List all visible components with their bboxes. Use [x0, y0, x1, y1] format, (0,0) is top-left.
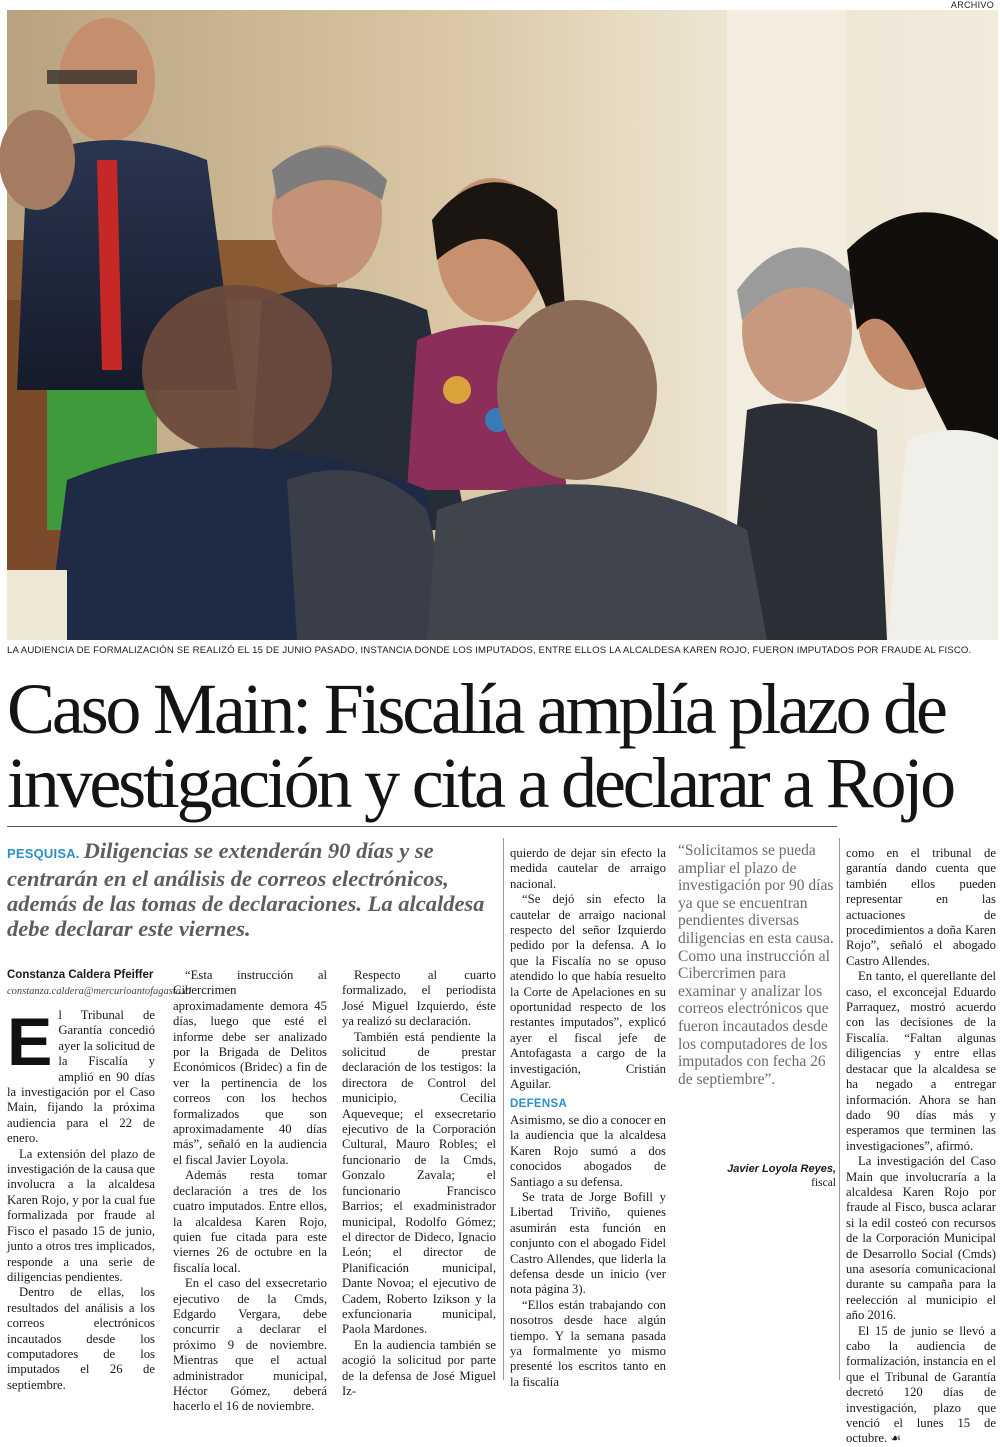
courtroom-photo-illustration [7, 10, 998, 640]
photo-caption: LA AUDIENCIA DE FORMALIZACIÓN SE REALIZÓ EL 15 DE JUNIO PASADO, INSTANCIA DONDE LOS IMPUTADOS, ENTRE ELLOS LA ALCALDESA KAREN ROJO, FUERON IMPUTADOS POR FRAUDE AL FISCO. [7, 645, 972, 656]
section-subhead: DEFENSA [510, 1097, 568, 1110]
paragraph: En la audiencia también se acogió la solicitud por parte de la defensa de José Miguel Iz- [342, 1337, 496, 1398]
drop-cap: E [7, 1004, 53, 1080]
paragraph: Respecto al cuarto formalizado, el periodista José Miguel Izquierdo, éste ya realizó su declaración. [342, 968, 496, 1029]
hearing-photo [7, 10, 998, 640]
headline [7, 669, 997, 823]
paragraph-text: El 15 de junio se llevó a cabo la audiencia de formalización, instancia en el que el Tribunal de Garantía decretó 120 días de investigación, plazo que venció el lunes 15 de octubre. [846, 1323, 996, 1446]
column-divider [839, 838, 840, 1380]
paragraph: En tanto, el querellante del caso, el exconcejal Eduardo Parraquez, mostró acuerdo con las decisiones de la Fiscalía. “Faltan algunas diligencias y entre ellas destacar que la alcaldesa se ha negado a entregar información. Ahora se han dado 90 días más y esperamos que terminen las investigaciones”, afirmó. [846, 969, 996, 1153]
paragraph: “Esta instrucción al Cibercrimen aproximadamente demora 45 días, luego que esté el informe debe ser analizado por la Brigada de Delitos Económicos (Bridec) a fin de ver la pertinencia de los correos con los hechos formalizados que son aproximadamente 40 días más”, señaló en la audiencia el fiscal Javier Loyola. [173, 968, 327, 1167]
end-mark-icon: ☙ [890, 1431, 902, 1446]
paragraph: También está pendiente la solicitud de prestar declaración de los testigos: la directora de Control del municipio, Cecilia Aqueveque; el exsecretario ejecutivo de la Corporación Cultural, Mauro Robles; el funcionario de la Cmds, Gonzalo Zavala; el funcionario Francisco Barrios; el exadministrador municipal, Rodolfo Gómez; el director de Dideco, Ignacio León; el director de Planificación municipal, Dante Novoa; el ejecutivo de Cadem, Roberto Izikson y la exfuncionaria municipal, Paola Mardones. [342, 1029, 496, 1337]
article-column-4 [510, 846, 666, 1390]
paragraph: quierdo de dejar sin efecto la medida cautelar de arraigo nacional. [510, 846, 666, 891]
paragraph [846, 1324, 996, 1447]
quote-author: Javier Loyola Reyes, [727, 1163, 836, 1175]
headline-line-1: Caso Main: Fiscalía amplía plazo de [7, 669, 945, 749]
article-column-2 [173, 968, 327, 1415]
paragraph: Se trata de Jorge Bofill y Libertad Triviño, quienes asumirán esta función en conjunto con el abogado Fidel Castro Allendes, que liderla la defensa desde un inicio (ver nota página 3). [510, 1189, 666, 1297]
paragraph: “Ellos están trabajando con nosotros desde hace algún tiempo. Y la semana pasada ya formalmente yo mismo presenté los escritos tanto en la fiscalía [510, 1297, 666, 1389]
article-column-6 [846, 846, 996, 1447]
paragraph: La extensión del plazo de investigación de la causa que involucra a la alcaldesa Karen Rojo, y por la cual fue formalizada por fraude al Fisco el pasado 15 de junio, junto a otros tres implicados, responde a una serie de diligencias pendientes. [7, 1146, 155, 1284]
pull-quote: “Solicitamos se pueda ampliar el plazo de investigación por 90 días ya que se encuentran pendientes diversas diligencias en esta causa. Como una instrucción al Cibercrimen para examinar y analizar los correos electrónicos que fueron incautados desde los computadores de los imputados con fecha 26 de septiembre”. [678, 842, 834, 1088]
paragraph: Dentro de ellas, los resultados del análisis a los correos electrónicos incautados desde los computadores de los imputados el 26 de septiembre. [7, 1285, 155, 1392]
quote-attribution [700, 1162, 836, 1190]
kicker-text: Diligencias se extenderán 90 días y se centrarán en el análisis de correos electrónicos, además de las tomas de declaraciones. La alcaldesa debe declarar este viernes. [7, 838, 485, 941]
byline-author: Constanza Caldera Pfeiffer [7, 969, 154, 981]
paragraph: l Tribunal de Garantía concedió ayer la solicitud de la Fiscalía y amplió en 90 días la investigación por el Caso Main, fijando la próxima audiencia para el 22 de enero. [7, 1008, 155, 1146]
photo-credit: ARCHIVO [950, 0, 994, 10]
summary-kicker [7, 838, 507, 941]
headline-line-2: investigación y cita a declarar a Rojo [7, 743, 953, 823]
kicker-tag: PESQUISA. [7, 846, 80, 861]
paragraph: Además resta tomar declaración a tres de los cuatro imputados. Entre ellos, la alcaldesa Karen Rojo, quien fue citada para este viernes 26 de octubre en la fiscalía local. [173, 1168, 327, 1275]
article-column-1 [7, 1004, 155, 1393]
paragraph: Asimismo, se dio a conocer en la audiencia que la alcaldesa Karen Rojo sumó a dos conocidos abogados de Santiago a su defensa. [510, 1112, 666, 1189]
article-column-3 [342, 968, 496, 1399]
byline-email: constanza.caldera@mercurioantofagasta.cl [7, 986, 192, 997]
paragraph: “Se dejó sin efecto la cautelar de arraigo nacional respecto del señor Izquierdo pedido por la defensa. A lo que la Fiscalía no se opuso atendido lo que había resuelto la Corte de Apelaciones en su oportunidad respecto de los restantes imputados”, explicó ayer el fiscal jefe de Antofagasta a cargo de la investigación, Cristián Aguilar. [510, 892, 666, 1092]
headline-divider [7, 826, 837, 827]
paragraph: como en el tribunal de garantía dando cuenta que también ellos pueden representar en las actuaciones de procedimientos a doña Karen Rojo”, señaló el abogado Castro Allendes. [846, 846, 996, 968]
column-divider [503, 838, 504, 1380]
quote-role: fiscal [811, 1177, 836, 1189]
paragraph: En el caso del exsecretario ejecutivo de la Cmds, Edgardo Vergara, debe concurrir a declarar el próximo 9 de noviembre. Mientras que el actual administrador municipal, Héctor Gómez, deberá hacerlo el 16 de noviembre. [173, 1276, 327, 1414]
paragraph: La investigación del Caso Main que involucraría a la alcaldesa Karen Rojo por fraude al Fisco, busca aclarar si la edil costeó con recursos de la Corporación Municipal de Desarrollo Social (Cmds) una asesoría comunicacional durante su campaña para la reelección al municipio el año 2016. [846, 1154, 996, 1323]
